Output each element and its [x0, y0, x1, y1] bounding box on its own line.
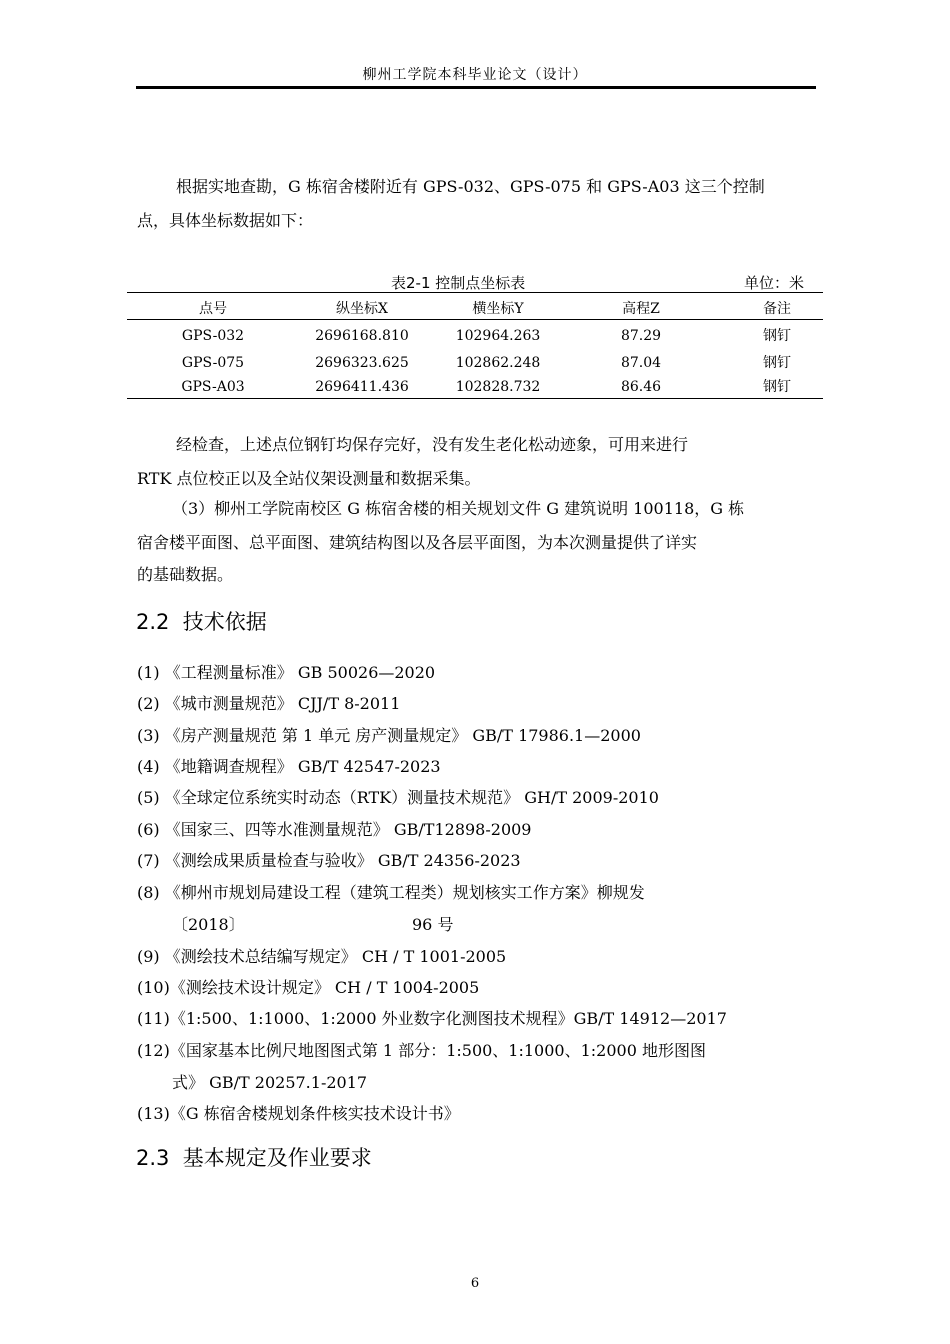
list-item: [137, 660, 435, 683]
running-header: 柳州工学院本科毕业论文（设计）: [362, 67, 588, 83]
list-item-continuation: 〔2018〕: [172, 915, 245, 934]
header-elevation-z: 高程Z: [622, 301, 660, 317]
table-unit: 单位：米: [744, 274, 805, 292]
list-item: [137, 723, 641, 746]
cell-point-id: GPS-032: [181, 328, 245, 344]
cell-remark: 钢钉: [763, 355, 791, 371]
reference-text: 《柳州市规划局建设工程（建筑工程类）规划核实工作方案》柳规发: [164, 883, 645, 902]
section-title: 基本规定及作业要求: [182, 1146, 372, 1170]
reference-text: 《地籍调查规程》 GB/T 42547-2023: [164, 757, 441, 776]
reference-number: (10): [137, 978, 170, 997]
reference-text: 《国家三、四等水准测量规范》 GB/T12898-2009: [164, 820, 532, 839]
reference-number: (12): [137, 1041, 170, 1060]
table-bottom-rule: [127, 398, 823, 399]
reference-number: (4): [137, 757, 160, 776]
cell-point-id: GPS-A03: [181, 379, 245, 395]
reference-number: (8): [137, 883, 160, 902]
page-number: 6: [470, 1276, 480, 1291]
header-coord-y: 横坐标Y: [472, 301, 524, 317]
list-item-continuation: 96 号: [412, 915, 454, 934]
reference-number: (13): [137, 1104, 170, 1123]
cell-point-id: GPS-075: [181, 355, 245, 371]
cell-coord-x: 2696168.810: [315, 328, 409, 344]
cell-remark: 钢钉: [763, 328, 791, 344]
list-item: [137, 1038, 706, 1061]
intro-line-1: 根据实地查勘，G 栋宿舍楼附近有 GPS-032、GPS-075 和 GPS-A03 这三个控制: [176, 177, 765, 196]
table-top-rule: [127, 292, 823, 293]
reference-text: 《全球定位系统实时动态（RTK）测量技术规范》 GH/T 2009-2010: [164, 788, 659, 807]
list-item: [137, 691, 400, 714]
reference-text: 《国家基本比例尺地图图式第 1 部分：1:500、1:1000、1:2000 地形图图: [169, 1041, 706, 1060]
body-p1-line-2: RTK 点位校正以及全站仪架设测量和数据采集。: [137, 469, 481, 488]
list-item: [137, 785, 659, 808]
reference-number: (7): [137, 851, 160, 870]
cell-elevation-z: 87.04: [620, 355, 662, 371]
body-p2-line-2: 宿舍楼平面图、总平面图、建筑结构图以及各层平面图，为本次测量提供了详实: [137, 533, 698, 552]
cell-coord-y: 102964.263: [455, 328, 541, 344]
reference-number: (9): [137, 947, 160, 966]
reference-text: 《1:500、1:1000、1:2000 外业数字化测图技术规程》GB/T 14912—2017: [169, 1009, 727, 1028]
reference-text: 《城市测量规范》 CJJ/T 8-2011: [164, 694, 401, 713]
reference-text: 《测绘技术总结编写规定》 CH / T 1001-2005: [164, 947, 507, 966]
reference-number: (3): [137, 726, 160, 745]
list-item: [137, 944, 506, 967]
header-remark: 备注: [763, 301, 791, 317]
section-heading: [136, 606, 267, 636]
list-item: [137, 880, 645, 903]
reference-text: 《房产测量规范 第 1 单元 房产测量规定》 GB/T 17986.1—2000: [164, 726, 641, 745]
section-number: 2.2: [136, 610, 170, 634]
cell-coord-y: 102828.732: [455, 379, 541, 395]
cell-elevation-z: 86.46: [620, 379, 662, 395]
reference-number: (5): [137, 788, 160, 807]
header-point-id: 点号: [199, 301, 227, 317]
list-item: [137, 1006, 727, 1029]
cell-coord-x: 2696323.625: [315, 355, 409, 371]
cell-remark: 钢钉: [763, 379, 791, 395]
cell-coord-x: 2696411.436: [315, 379, 409, 395]
reference-number: (11): [137, 1009, 170, 1028]
header-rule: [136, 86, 816, 89]
body-p1-line-1: 经检查，上述点位钢钉均保存完好，没有发生老化松动迹象，可用来进行: [176, 435, 689, 454]
list-item: [137, 975, 479, 998]
section-number: 2.3: [136, 1146, 170, 1170]
section-title: 技术依据: [182, 610, 267, 634]
reference-text: 《工程测量标准》 GB 50026—2020: [164, 663, 436, 682]
cell-coord-y: 102862.248: [455, 355, 541, 371]
reference-number: (2): [137, 694, 160, 713]
list-item: [137, 754, 441, 777]
list-item: [137, 1101, 460, 1124]
table-caption: 表2-1 控制点坐标表: [391, 274, 526, 292]
reference-number: (1): [137, 663, 160, 682]
reference-text: 《测绘成果质量检查与验收》 GB/T 24356-2023: [164, 851, 521, 870]
list-item: [137, 848, 521, 871]
list-item: [137, 817, 531, 840]
cell-elevation-z: 87.29: [620, 328, 662, 344]
section-heading: [136, 1142, 372, 1172]
intro-line-2: 点，具体坐标数据如下：: [137, 211, 314, 230]
header-coord-x: 纵坐标X: [336, 301, 388, 317]
list-item-continuation: 式》 GB/T 20257.1-2017: [172, 1073, 368, 1092]
reference-text: 《G 栋宿舍楼规划条件核实技术设计书》: [169, 1104, 460, 1123]
reference-number: (6): [137, 820, 160, 839]
body-p2-line-1: （3）柳州工学院南校区 G 栋宿舍楼的相关规划文件 G 建筑说明 100118，G 栋: [172, 499, 745, 518]
body-p2-line-3: 的基础数据。: [137, 565, 234, 584]
table-header-rule: [127, 319, 823, 320]
reference-text: 《测绘技术设计规定》 CH / T 1004-2005: [169, 978, 480, 997]
